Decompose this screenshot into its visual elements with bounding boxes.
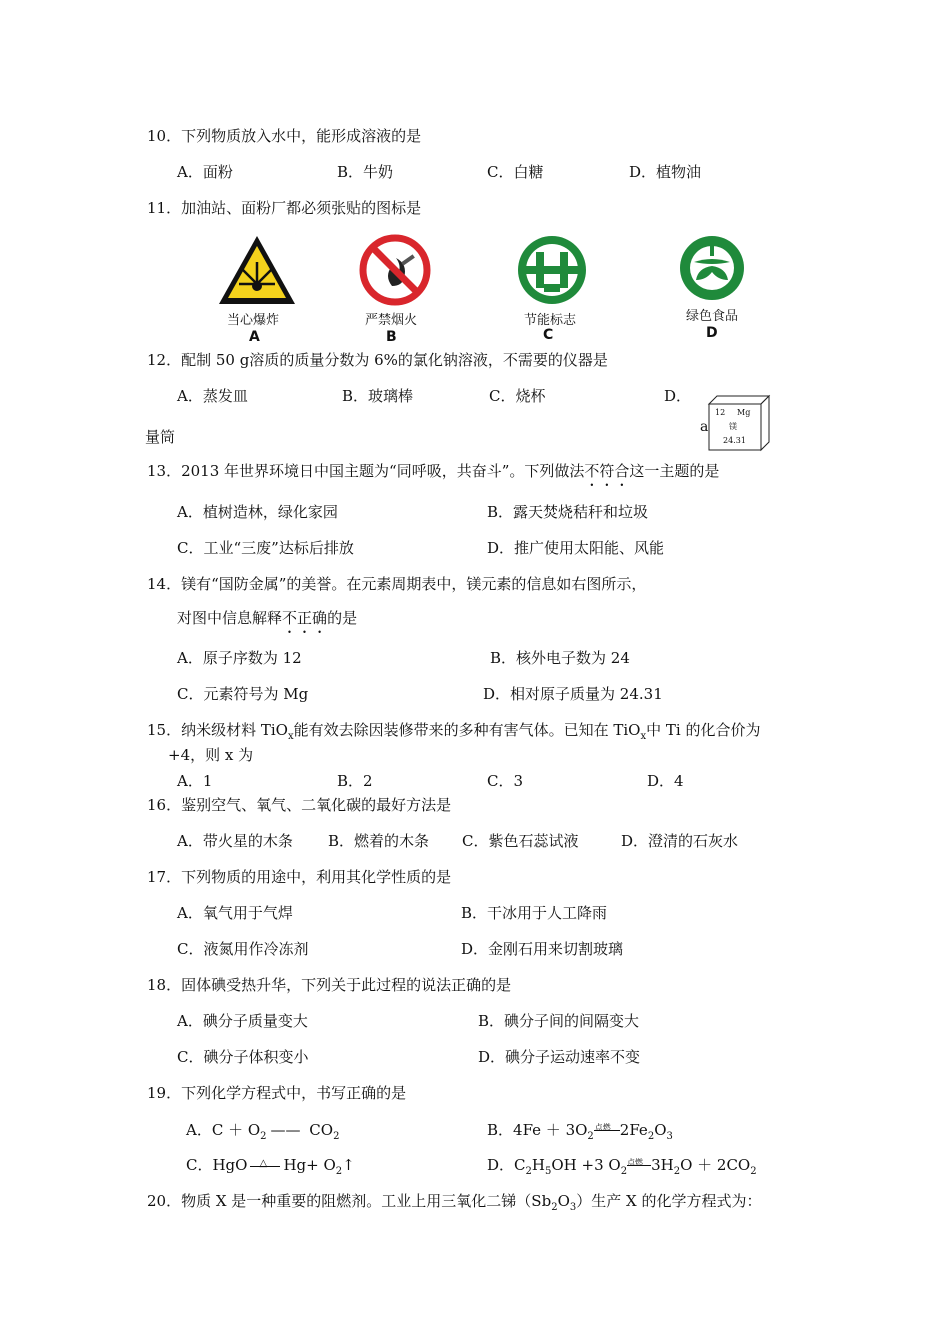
q18-option-a: A．碘分子质量变大 <box>177 1012 308 1030</box>
energy-saving-icon <box>510 232 594 308</box>
q19-c-line <box>250 1166 280 1167</box>
q16-option-a: A．带火星的木条 <box>177 832 293 850</box>
element-symbol: Mg <box>737 408 751 417</box>
q10-stem: 10．下列物质放入水中，能形成溶液的是 <box>147 127 422 145</box>
q12-option-d-text: 量筒 <box>145 428 176 446</box>
q19-c-cond-arrow <box>250 1159 280 1173</box>
q14-option-a: A．原子序数为 12 <box>177 649 302 667</box>
sign-a-letter: A <box>249 329 260 345</box>
q19-a-s1: 2 <box>260 1131 267 1142</box>
q13-option-b: B．露天焚烧秸秆和垃圾 <box>487 503 649 521</box>
q13-stem <box>147 461 719 481</box>
q19-d-p1: D．C <box>487 1156 526 1174</box>
q19-a-p2: CO <box>304 1121 334 1139</box>
q15-stem <box>147 720 760 747</box>
q19-d-p4: 3H <box>651 1156 674 1174</box>
q19-d-p3: OH +3 O <box>551 1156 621 1174</box>
q10-option-a: A．面粉 <box>177 163 233 181</box>
q19-a-p1: A．C ＋ O <box>186 1121 261 1139</box>
q19-option-c <box>186 1155 355 1182</box>
sign-a <box>215 232 299 348</box>
q19-d-s4: 2 <box>673 1166 681 1177</box>
q19-b-p2: 2Fe <box>619 1121 648 1139</box>
q19-b-s3: 3 <box>666 1131 673 1142</box>
q13-option-a: A．植树造林，绿化家园 <box>177 503 338 521</box>
q14-emph-3: 确 <box>312 609 328 627</box>
q17-stem: 17．下列物质的用途中，利用其化学性质的是 <box>147 868 452 886</box>
q19-b-line <box>594 1130 620 1131</box>
q19-stem: 19．下列化学方程式中，书写正确的是 <box>147 1084 407 1102</box>
q14-stem2-pre: 对图中信息解释 <box>177 609 283 627</box>
q20-s2: 3 <box>569 1202 577 1213</box>
q18-option-c: C．碘分子体积变小 <box>177 1048 309 1066</box>
q19-c-p2: Hg+ O <box>283 1156 336 1174</box>
q18-stem: 18．固体碘受热升华，下列关于此过程的说法正确的是 <box>147 976 512 994</box>
q19-a-s2: 2 <box>333 1131 340 1142</box>
sign-b-caption: 严禁烟火 <box>365 313 418 328</box>
q15-option-c: C．3 <box>487 772 524 790</box>
q19-d-p2: H <box>531 1156 545 1174</box>
q19-d-p5: O ＋ 2CO <box>680 1156 751 1174</box>
q13-emph-1: 不 <box>584 462 600 480</box>
q18-option-b: B．碘分子间的间隔变大 <box>478 1012 640 1030</box>
q17-option-a: A．氧气用于气焊 <box>177 904 293 922</box>
q11-stem: 11．加油站、面粉厂都必须张贴的图标是 <box>147 199 422 217</box>
element-name: 镁 <box>729 422 737 431</box>
q19-d-line <box>627 1165 651 1166</box>
q15-stem-c: 中 Ti 的化合价为 <box>646 721 761 739</box>
q14-emph-2: 正 <box>297 609 313 627</box>
q14-stem-2 <box>177 608 357 628</box>
q19-b-cond: 点燃 <box>594 1123 611 1132</box>
sign-b <box>355 232 439 348</box>
q17-option-d: D．金刚石用来切割玻璃 <box>461 940 624 958</box>
q19-d-s3: 2 <box>620 1166 628 1177</box>
q15-sub-x-1: x <box>287 731 294 742</box>
q19-d-s1: 2 <box>525 1166 532 1177</box>
q16-option-c: C．紫色石蕊试液 <box>462 832 579 850</box>
q13-stem-pre: 13．2013 年世界环境日中国主题为“同呼吸，共奋斗”。下列做法 <box>147 462 585 480</box>
q19-b-p1: B．4Fe ＋ 3O <box>487 1121 588 1139</box>
q14-stem2-post: 的是 <box>327 609 358 627</box>
q12-option-d: D． <box>664 387 692 405</box>
q12-stem: 12．配制 50 g溶质的质量分数为 6%的氯化钠溶液，不需要的仪器是 <box>147 351 608 369</box>
q20-stem-c: ）生产 X 的化学方程式为： <box>576 1192 762 1210</box>
q15-option-d: D．4 <box>647 772 684 790</box>
q19-d-cond: 点燃 <box>627 1158 644 1167</box>
q13-option-d: D．推广使用太阳能、风能 <box>487 539 665 557</box>
q15-sub-x-2: x <box>640 731 647 742</box>
q12-option-c: C．烧杯 <box>489 387 546 405</box>
q16-option-b: B．燃着的木条 <box>328 832 430 850</box>
q14-stem: 14．镁有“国防金属”的美誉。在元素周期表中，镁元素的信息如右图所示， <box>147 575 647 593</box>
q19-b-cond-arrow <box>594 1124 620 1138</box>
q10-option-b: B．牛奶 <box>337 163 394 181</box>
element-card <box>707 394 771 452</box>
q15-stem-a: 15．纳米级材料 TiO <box>147 721 288 739</box>
sign-b-letter: B <box>386 329 397 345</box>
element-mass: 24.31 <box>723 436 746 445</box>
q20-stem <box>147 1191 761 1218</box>
q19-c-p1: C．HgO <box>186 1156 248 1174</box>
q10-option-c: C．白糖 <box>487 163 544 181</box>
q19-c-s2: 2 <box>335 1166 343 1177</box>
q10-option-d: D．植物油 <box>629 163 702 181</box>
q20-stem-b: O <box>557 1192 570 1210</box>
q13-stem-post: 这一主题的是 <box>629 462 720 480</box>
q12-option-b: B．玻璃棒 <box>342 387 414 405</box>
q19-c-cond: △ <box>259 1158 268 1169</box>
q20-s1: 2 <box>551 1202 558 1213</box>
q19-d-cond-arrow <box>627 1159 651 1173</box>
q19-d-s2: 5 <box>544 1166 552 1177</box>
green-food-icon <box>672 232 756 302</box>
q13-emph-2: 符 <box>599 462 615 480</box>
sign-a-caption: 当心爆炸 <box>227 313 280 328</box>
q19-option-a <box>186 1120 339 1147</box>
q17-option-b: B．干冰用于人工降雨 <box>461 904 608 922</box>
stray-letter: a <box>700 419 709 435</box>
explosion-warning-icon <box>215 232 299 308</box>
sign-d-caption: 绿色食品 <box>686 309 739 324</box>
q19-c-p3: ↑ <box>342 1156 355 1174</box>
sign-d <box>672 232 756 348</box>
q15-option-b: B．2 <box>337 772 373 790</box>
sign-c-letter: C <box>543 327 554 343</box>
q16-option-d: D．澄清的石灰水 <box>621 832 739 850</box>
q13-emph-3: 合 <box>614 462 630 480</box>
q17-option-c: C．液氮用作冷冻剂 <box>177 940 309 958</box>
q15-stem-2: +4，则 x 为 <box>168 746 254 764</box>
q14-option-d: D．相对原子质量为 24.31 <box>483 685 663 703</box>
q14-emph-1: 不 <box>282 609 298 627</box>
q15-option-a: A．1 <box>177 772 213 790</box>
q20-stem-a: 20．物质 X 是一种重要的阻燃剂。工业上用三氧化二锑（Sb <box>147 1192 552 1210</box>
sign-c <box>510 232 594 348</box>
q19-b-s2: 2 <box>647 1131 655 1142</box>
q14-option-b: B．核外电子数为 24 <box>490 649 630 667</box>
q19-a-arrow: —— <box>270 1121 301 1139</box>
q14-option-c: C．元素符号为 Mg <box>177 685 309 703</box>
q12-option-a: A．蒸发皿 <box>177 387 248 405</box>
q16-stem: 16．鉴别空气、氧气、二氧化碳的最好方法是 <box>147 796 452 814</box>
q13-option-c: C．工业“三废”达标后排放 <box>177 539 354 557</box>
q19-d-s5: 2 <box>750 1166 757 1177</box>
q15-stem-b: 能有效去除因装修带来的多种有害气体。已知在 TiO <box>293 721 641 739</box>
sign-d-letter: D <box>706 325 718 341</box>
sign-c-caption: 节能标志 <box>524 313 577 328</box>
q19-option-d <box>487 1155 757 1182</box>
q18-option-d: D．碘分子运动速率不变 <box>478 1048 641 1066</box>
element-number: 12 <box>715 408 726 417</box>
q19-b-s1: 2 <box>587 1131 594 1142</box>
q19-option-b <box>487 1120 673 1147</box>
no-fire-icon <box>355 232 439 308</box>
q19-b-p3: O <box>654 1121 667 1139</box>
